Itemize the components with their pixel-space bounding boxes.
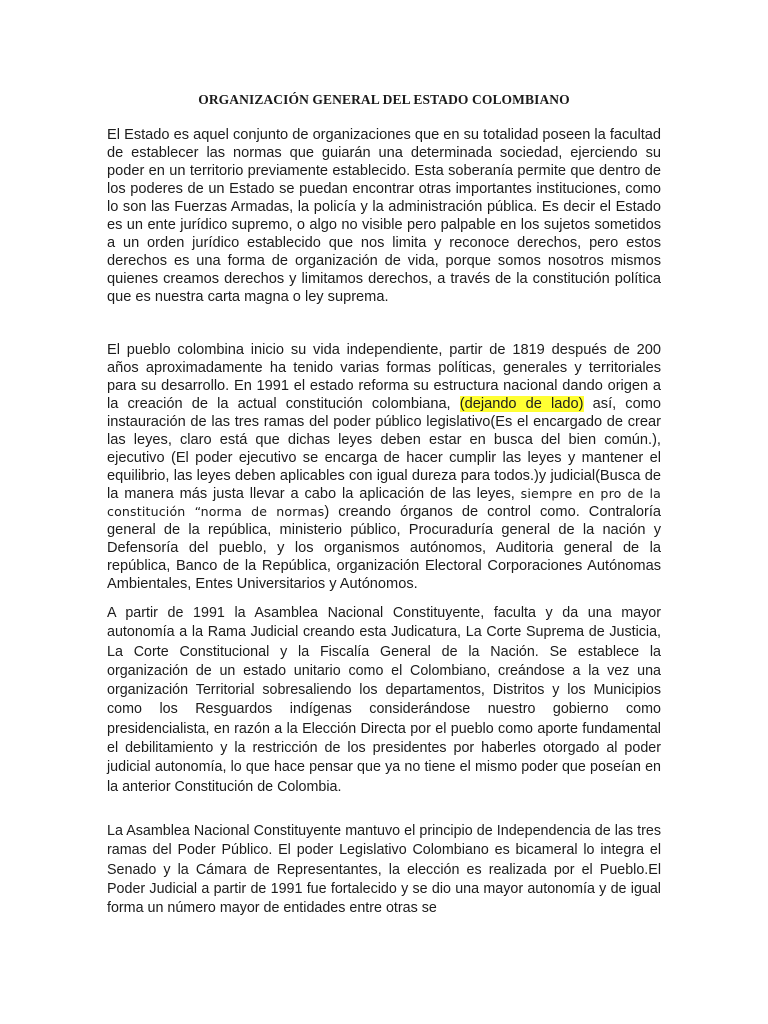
alt-font-text: siempre en pro de la constitución “norma de normas bbox=[107, 486, 661, 519]
paragraph-2-part-a: El pueblo colombina inicio su vida independiente, partir de 1819 después de 200 años aproximadamente ha tenido varias formas políticas, generales y territoriales para su desarrollo. En 1991 el estado reforma su estructura nacional dando origen a la creación de la actual constitución colombiana, bbox=[107, 342, 661, 412]
paragraph-2-part-b: así, como instauración de las tres ramas del poder público legislativo(Es el encargado de crear las leyes, claro está que dichas leyes deben estar en busca del bien común.), ejecutivo (El poder ejecutivo se encarga de hacer cumplir las leyes y mantener el equilibrio, las leyes deben aplicables con igual dureza para todos.)y judicial(Busca de la manera más justa llevar a cabo la aplicación de las leyes, bbox=[107, 396, 661, 502]
paragraph-1: El Estado es aquel conjunto de organizaciones que en su totalidad poseen la facultad de establecer las normas que guiarán una determinada sociedad, ejerciendo su poder en un territorio previamente establecido. Esta soberanía permite que dentro de los poderes de un Estado se puedan encontrar otras importantes instituciones, como lo son las Fuerzas Armadas, la policía y la administración pública. Es decir el Estado es un ente jurídico supremo, o algo no visible pero palpable en los sujetos sometidos a un orden jurídico establecido que nos limita y reconoce derechos, pero estos derechos es una forma de organización de vida, porque somos nosotros mismos quienes creamos derechos y limitamos derechos, a través de la constitución política que es nuestra carta magna o ley suprema. bbox=[107, 127, 661, 305]
highlighted-text: (dejando de lado) bbox=[459, 396, 584, 412]
paragraph-2-part-c: ) creando órganos de control como. Contraloría general de la república, ministerio público, Procuraduría general de la nación y Defensoría del pueblo, y los organismos autónomos, Auditoria general de la república, Banco de la República, organización Electoral Corporaciones Autónomas Ambientales, Entes Universitarios y Autónomos. bbox=[107, 504, 661, 592]
paragraph-4: La Asamblea Nacional Constituyente mantuvo el principio de Independencia de las tres ramas del Poder Público. El poder Legislativo Colombiano es bicameral lo integra el Senado y la Cámara de Representantes, la elección es realizada por el Pueblo.El Poder Judicial a partir de 1991 fue fortalecido y se dio una mayor autonomía y de igual forma un número mayor de entidades entre otras se bbox=[107, 823, 661, 917]
paragraph-2 bbox=[107, 341, 661, 593]
document-title: ORGANIZACIÓN GENERAL DEL ESTADO COLOMBIANO bbox=[198, 92, 570, 107]
paragraph-3: A partir de 1991 la Asamblea Nacional Constituyente, faculta y da una mayor autonomía a la Rama Judicial creando esta Judicatura, La Corte Suprema de Justicia, La Corte Constitucional y la Fiscalía General de la Nación. Se establece la organización de un estado unitario como el Colombiano, creándose a la vez una organización Territorial sobresaliendo los departamentos, Distritos y los Municipios como los Resguardos indígenas considerándose nuestro gobierno como presidencialista, en razón a la Elección Directa por el pueblo como aporte fundamental el debilitamiento y la restricción de los presidentes por haberles otorgado al poder judicial autonomía, lo que hace pensar que ya no tiene el mismo poder que poseían en la anterior Constitución de Colombia. bbox=[107, 605, 661, 795]
